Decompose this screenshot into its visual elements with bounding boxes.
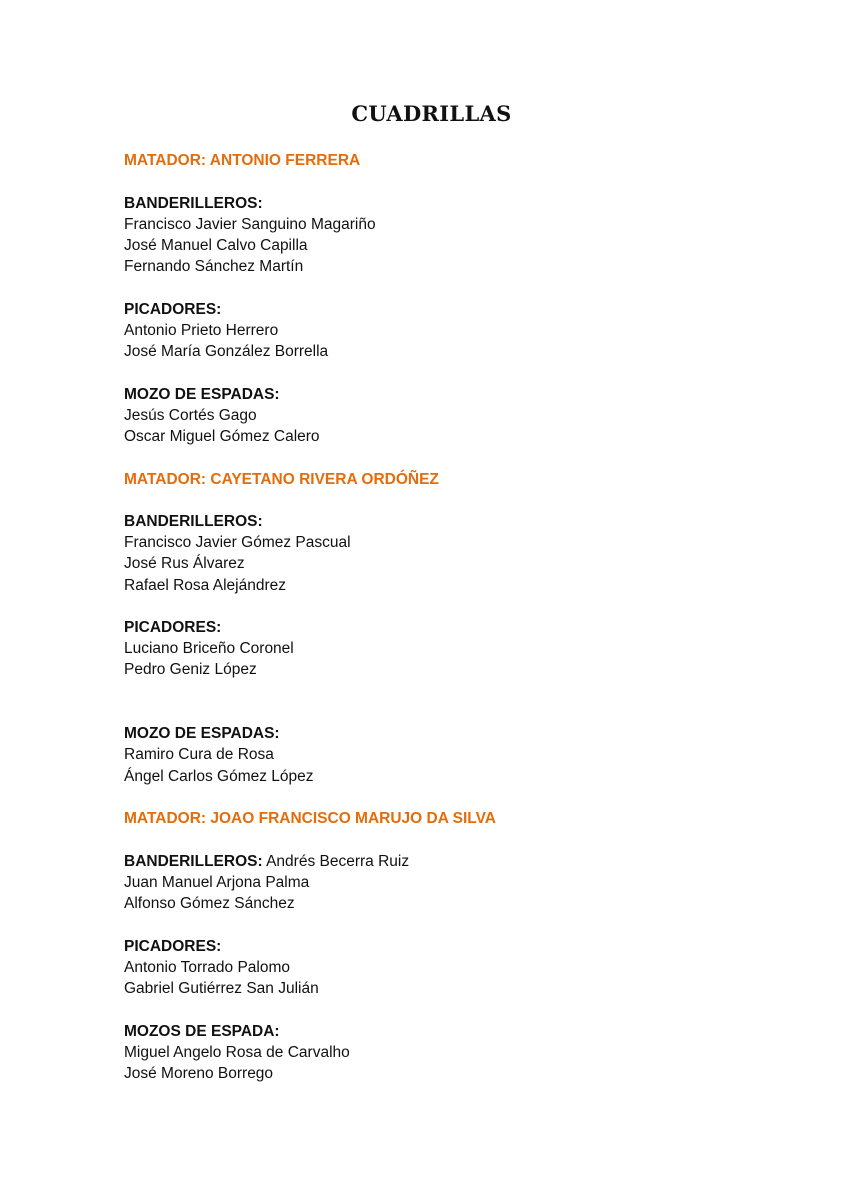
picadores-label: PICADORES: — [124, 938, 222, 955]
picador-name: Pedro Geniz López — [124, 661, 257, 678]
banderillero-name: Francisco Javier Sanguino Magariño — [124, 216, 376, 233]
banderilleros-label: BANDERILLEROS: — [124, 853, 263, 870]
mozo-label: MOZO DE ESPADAS: — [124, 386, 280, 403]
mozo-name: Jesús Cortés Gago — [124, 407, 257, 424]
matador-heading: MATADOR: CAYETANO RIVERA ORDÓÑEZ — [124, 471, 439, 488]
banderillero-name: Francisco Javier Gómez Pascual — [124, 534, 351, 551]
banderillero-name: Alfonso Gómez Sánchez — [124, 895, 295, 912]
banderilleros-label: BANDERILLEROS: — [124, 513, 263, 530]
picador-name: Luciano Briceño Coronel — [124, 640, 294, 657]
picador-name: Antonio Prieto Herrero — [124, 322, 279, 339]
mozo-name: Ramiro Cura de Rosa — [124, 746, 274, 763]
picador-name: Antonio Torrado Palomo — [124, 959, 291, 976]
picadores-label: PICADORES: — [124, 301, 222, 318]
banderillero-name: Juan Manuel Arjona Palma — [124, 874, 310, 891]
mozo-label: MOZO DE ESPADAS: — [124, 725, 280, 742]
matador-heading: MATADOR: JOAO FRANCISCO MARUJO DA SILVA — [124, 810, 496, 827]
banderillero-name: José Manuel Calvo Capilla — [124, 237, 308, 254]
page-title: CUADRILLAS — [351, 101, 512, 126]
picador-name: José María González Borrella — [124, 343, 329, 360]
banderillero-name: José Rus Álvarez — [124, 555, 245, 572]
mozo-name: José Moreno Borrego — [124, 1065, 274, 1082]
banderilleros-label: BANDERILLEROS: — [124, 195, 263, 212]
mozo-name: Ángel Carlos Gómez López — [124, 768, 314, 785]
banderilleros-line — [124, 851, 409, 872]
mozo-name: Oscar Miguel Gómez Calero — [124, 428, 320, 445]
banderillero-name: Rafael Rosa Alejándrez — [124, 577, 286, 594]
mozo-label: MOZOS DE ESPADA: — [124, 1023, 280, 1040]
banderillero-name: Fernando Sánchez Martín — [124, 258, 304, 275]
picadores-label: PICADORES: — [124, 619, 222, 636]
matador-heading: MATADOR: ANTONIO FERRERA — [124, 152, 361, 169]
mozo-name: Miguel Angelo Rosa de Carvalho — [124, 1044, 350, 1061]
banderillero-name: Andrés Becerra Ruiz — [266, 853, 410, 870]
picador-name: Gabriel Gutiérrez San Julián — [124, 980, 319, 997]
